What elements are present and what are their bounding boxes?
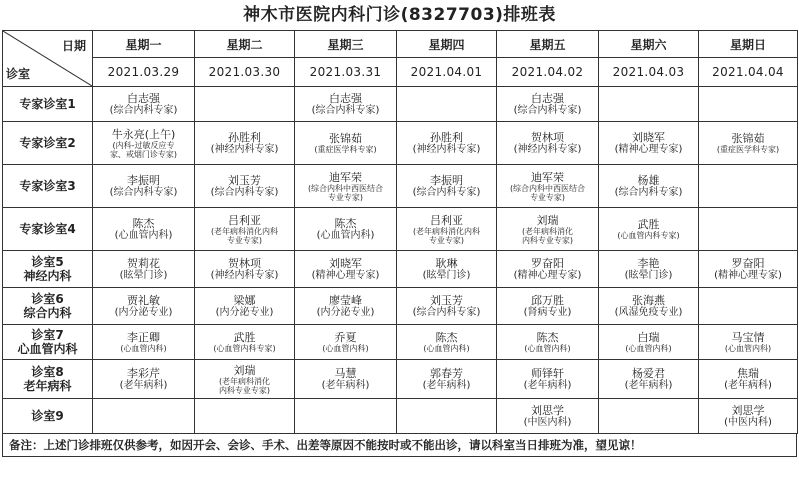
schedule-cell — [497, 251, 599, 288]
doctor-name: 牛永亮(上午) — [111, 127, 176, 141]
doctor-specialty: (神经内科专家) — [513, 144, 582, 155]
doctor-specialty: (老年病科) — [523, 380, 572, 391]
doctor-specialty: (综合内科中西医结合 — [509, 183, 586, 193]
room-label: 诊室6 — [31, 292, 64, 306]
doctor-specialty: 内科专业专家) — [521, 235, 574, 245]
room-label: 诊室9 — [31, 409, 64, 423]
doctor-specialty: (老年病科) — [321, 380, 370, 391]
doctor-name: 杨雄 — [637, 174, 660, 187]
doctor-name: 刘思学 — [731, 404, 765, 417]
doctor-specialty: (心血管内科) — [316, 230, 375, 241]
schedule-cell — [497, 325, 599, 360]
doctor-specialty: (心血管内科) — [625, 344, 672, 353]
doctor-specialty: (内分泌专业) — [114, 307, 173, 318]
schedule-cell — [497, 122, 599, 165]
schedule-cell — [397, 122, 497, 165]
schedule-cell — [699, 325, 798, 360]
room-label: 诊室7 — [31, 328, 64, 342]
doctor-name: 杨爱君 — [632, 367, 665, 380]
schedule-cell — [397, 325, 497, 360]
doctor-name: 乔夏 — [334, 331, 357, 344]
doctor-specialty: (综合内科专家) — [109, 105, 178, 116]
doctor-name: 陈杰 — [435, 331, 458, 344]
doctor-specialty: (综合内科专家) — [412, 187, 481, 198]
date-cell: 2021.04.01 — [397, 58, 497, 87]
schedule-row — [3, 399, 798, 434]
doctor-name: 吕利亚 — [228, 213, 261, 227]
schedule-cell — [295, 360, 397, 399]
doctor-specialty: (风湿免疫专业) — [614, 307, 683, 318]
schedule-cell — [397, 360, 497, 399]
doctor-name: 贺林项 — [228, 257, 261, 270]
schedule-cell — [599, 165, 699, 208]
doctor-specialty: (老年病科) — [724, 380, 772, 391]
doctor-name: 梁娜 — [233, 294, 256, 307]
doctor-specialty: (中医内科) — [724, 417, 772, 428]
schedule-cell — [599, 122, 699, 165]
room-header — [3, 360, 93, 399]
doctor-specialty: (老年病科消化 — [521, 226, 574, 236]
schedule-cell — [93, 399, 195, 434]
doctor-name: 张锦茹 — [731, 132, 765, 145]
room-label: 心血管内科 — [17, 342, 78, 356]
doctor-specialty: (老年病科消化内科 — [210, 226, 279, 236]
schedule-cell — [397, 399, 497, 434]
schedule-row — [3, 360, 798, 399]
schedule-cell — [93, 251, 195, 288]
doctor-specialty: 专业专家) — [327, 192, 364, 202]
schedule-row — [3, 251, 798, 288]
schedule-cell — [295, 288, 397, 325]
schedule-cell — [195, 360, 295, 399]
room-header — [3, 122, 93, 165]
room-header — [3, 87, 93, 122]
schedule-cell — [599, 325, 699, 360]
schedule-cell — [397, 208, 497, 251]
doctor-name: 陈杰 — [132, 217, 155, 230]
schedule-cell — [397, 288, 497, 325]
schedule-cell — [497, 288, 599, 325]
doctor-specialty: (中医内科) — [523, 417, 572, 428]
doctor-name: 白志强 — [531, 92, 564, 105]
schedule-cell — [599, 288, 699, 325]
schedule-cell — [295, 208, 397, 251]
doctor-name: 张海燕 — [632, 294, 665, 307]
room-header — [3, 288, 93, 325]
doctor-specialty: (眩晕门诊) — [119, 270, 168, 281]
schedule-table — [2, 30, 798, 434]
schedule-cell — [497, 87, 599, 122]
page-title: 神木市医院内科门诊(8327703)排班表 — [243, 5, 556, 25]
room-header — [3, 325, 93, 360]
schedule-cell — [295, 399, 397, 434]
room-label: 专家诊室3 — [19, 179, 76, 193]
date-cell: 2021.03.29 — [93, 58, 195, 87]
schedule-cell — [497, 208, 599, 251]
corner-room-label: 诊室 — [6, 67, 31, 81]
room-label: 专家诊室2 — [19, 136, 76, 150]
day-header: 星期四 — [397, 31, 497, 58]
doctor-name: 李艳 — [637, 257, 660, 270]
day-header: 星期三 — [295, 31, 397, 58]
doctor-name: 孙胜利 — [228, 131, 261, 144]
schedule-cell — [497, 360, 599, 399]
schedule-cell — [295, 325, 397, 360]
date-cell: 2021.04.02 — [497, 58, 599, 87]
doctor-specialty: (综合内科专家) — [109, 187, 178, 198]
schedule-row — [3, 325, 798, 360]
schedule-cell — [93, 165, 195, 208]
schedule-cell — [699, 288, 798, 325]
doctor-specialty: (综合内科专家) — [614, 187, 683, 198]
doctor-name: 武胜 — [637, 218, 660, 231]
doctor-name: 刘瑞 — [233, 363, 256, 377]
schedule-cell — [599, 87, 699, 122]
doctor-name: 刘瑞 — [536, 213, 559, 227]
doctor-specialty: (老年病科消化 — [218, 376, 271, 386]
room-header — [3, 165, 93, 208]
schedule-body — [3, 87, 798, 434]
doctor-specialty: (精神心理专家) — [714, 270, 782, 281]
schedule-cell — [195, 87, 295, 122]
schedule-cell — [599, 251, 699, 288]
doctor-specialty: (重症医学科专家) — [716, 145, 780, 154]
doctor-specialty: (综合内科专家) — [311, 105, 380, 116]
doctor-name: 白瑞 — [637, 331, 660, 344]
footnote: 备注：上述门诊排班仅供参考，如因开会、会诊、手术、出差等原因不能按时或不能出诊，请以科室当日排班为准，望见谅！ — [2, 434, 797, 457]
schedule-cell — [699, 399, 798, 434]
doctor-name: 刘玉芳 — [228, 174, 261, 187]
schedule-cell — [599, 399, 699, 434]
doctor-name: 刘思学 — [531, 404, 564, 417]
doctor-specialty: (内分泌专业) — [215, 307, 274, 318]
date-cell: 2021.03.31 — [295, 58, 397, 87]
doctor-name: 孙胜利 — [430, 131, 463, 144]
room-label: 诊室8 — [31, 365, 64, 379]
schedule-cell — [93, 360, 195, 399]
doctor-name: 郭春芳 — [430, 367, 463, 380]
schedule-cell — [93, 87, 195, 122]
schedule-cell — [497, 399, 599, 434]
date-cell: 2021.04.04 — [699, 58, 798, 87]
doctor-specialty: (综合内科专家) — [513, 105, 582, 116]
doctor-name: 马慧 — [334, 367, 357, 380]
doctor-specialty: 专业专家) — [428, 235, 465, 245]
doctor-specialty: (老年病科) — [624, 380, 673, 391]
doctor-specialty: (心血管内科) — [120, 344, 167, 353]
schedule-cell — [699, 87, 798, 122]
room-header — [3, 399, 93, 434]
schedule-cell — [699, 360, 798, 399]
doctor-specialty: (神经内科专家) — [412, 144, 481, 155]
doctor-specialty: (老年病科) — [422, 380, 471, 391]
doctor-specialty: (老年病科) — [119, 380, 168, 391]
doctor-specialty: (肾病专业) — [523, 307, 572, 318]
doctor-specialty: (重症医学科专家) — [314, 145, 377, 154]
schedule-cell — [93, 122, 195, 165]
doctor-specialty: (神经内科专家) — [210, 144, 279, 155]
doctor-name: 陈杰 — [536, 331, 559, 344]
day-header: 星期五 — [497, 31, 599, 58]
doctor-specialty: (老年病科消化内科 — [412, 226, 481, 236]
doctor-specialty: 内科专业专家) — [218, 385, 271, 395]
schedule-cell — [195, 122, 295, 165]
schedule-cell — [397, 251, 497, 288]
doctor-name: 陈杰 — [334, 217, 357, 230]
schedule-cell — [295, 165, 397, 208]
doctor-name: 马宝情 — [731, 331, 765, 344]
date-cell: 2021.04.03 — [599, 58, 699, 87]
doctor-name: 李振明 — [430, 174, 463, 187]
schedule-cell — [699, 208, 798, 251]
schedule-row — [3, 288, 798, 325]
schedule-cell — [93, 325, 195, 360]
doctor-specialty: (心血管内科) — [322, 344, 369, 353]
doctor-specialty: 家、戒烟门诊专家) — [109, 149, 178, 159]
schedule-cell — [699, 251, 798, 288]
doctor-specialty: (心血管内科) — [114, 230, 173, 241]
schedule-cell — [93, 208, 195, 251]
schedule-row — [3, 87, 798, 122]
doctor-specialty: (综合内科专家) — [210, 187, 279, 198]
doctor-name: 贾礼敏 — [127, 294, 160, 307]
room-label: 专家诊室4 — [19, 222, 76, 236]
doctor-name: 贺莉花 — [127, 257, 160, 270]
schedule-row — [3, 122, 798, 165]
corner-date-label: 日期 — [61, 39, 86, 53]
doctor-name: 吕利亚 — [430, 213, 463, 227]
room-label: 老年病科 — [23, 379, 72, 393]
doctor-name: 贺林项 — [531, 131, 564, 144]
room-label: 神经内科 — [23, 269, 72, 283]
doctor-specialty: (眩晕门诊) — [624, 270, 673, 281]
doctor-specialty: 专业专家) — [226, 235, 263, 245]
doctor-name: 师铎轩 — [531, 367, 564, 380]
doctor-name: 廖莹峰 — [329, 294, 362, 307]
doctor-specialty: 专业专家) — [529, 192, 566, 202]
doctor-specialty: (综合内科中西医结合 — [307, 183, 384, 193]
schedule-cell — [295, 87, 397, 122]
day-header: 星期一 — [93, 31, 195, 58]
schedule-cell — [195, 165, 295, 208]
doctor-name: 刘玉芳 — [430, 294, 463, 307]
day-header: 星期二 — [195, 31, 295, 58]
doctor-name: 迪军荣 — [329, 170, 362, 184]
doctor-specialty: (心血管内科) — [724, 344, 772, 353]
doctor-specialty: (精神心理专家) — [513, 270, 582, 281]
doctor-name: 白志强 — [127, 92, 160, 105]
schedule-row — [3, 165, 798, 208]
schedule-cell — [397, 165, 497, 208]
doctor-specialty: (心血管内科) — [524, 344, 571, 353]
day-header: 星期日 — [699, 31, 798, 58]
doctor-name: 李彩芹 — [127, 367, 160, 380]
doctor-name: 李正卿 — [127, 331, 160, 344]
doctor-name: 白志强 — [329, 92, 362, 105]
schedule-cell — [195, 399, 295, 434]
doctor-specialty: (精神心理专家) — [614, 144, 683, 155]
schedule-cell — [295, 122, 397, 165]
room-label: 专家诊室1 — [19, 97, 76, 111]
doctor-name: 刘晓军 — [632, 131, 665, 144]
room-label: 综合内科 — [23, 306, 72, 320]
day-header: 星期六 — [599, 31, 699, 58]
schedule-cell — [195, 325, 295, 360]
room-label: 诊室5 — [31, 255, 64, 269]
schedule-cell — [497, 165, 599, 208]
doctor-specialty: (综合内科专家) — [412, 307, 481, 318]
doctor-name: 迪军荣 — [531, 170, 564, 184]
doctor-specialty: (心血管内科) — [423, 344, 470, 353]
doctor-name: 武胜 — [233, 331, 256, 344]
schedule-cell — [699, 165, 798, 208]
schedule-row — [3, 208, 798, 251]
doctor-specialty: (神经内科专家) — [210, 270, 279, 281]
doctor-name: 罗奋阳 — [731, 257, 765, 270]
date-cell: 2021.03.30 — [195, 58, 295, 87]
doctor-specialty: (心血管内科专家) — [617, 231, 680, 240]
schedule-cell — [599, 360, 699, 399]
doctor-name: 焦瑞 — [737, 367, 759, 380]
room-header — [3, 251, 93, 288]
schedule-cell — [599, 208, 699, 251]
doctor-specialty: (心血管内科专家) — [213, 344, 276, 353]
schedule-cell — [295, 251, 397, 288]
doctor-name: 邱万胜 — [531, 294, 564, 307]
doctor-specialty: (内科-过敏反应专 — [112, 140, 175, 150]
doctor-name: 罗奋阳 — [531, 257, 564, 270]
doctor-specialty: (精神心理专家) — [311, 270, 380, 281]
doctor-name: 刘晓军 — [329, 257, 362, 270]
schedule-cell — [699, 122, 798, 165]
schedule-cell — [195, 251, 295, 288]
schedule-cell — [195, 208, 295, 251]
doctor-specialty: (眩晕门诊) — [422, 270, 471, 281]
doctor-name: 李振明 — [127, 174, 160, 187]
doctor-specialty: (内分泌专业) — [316, 307, 375, 318]
schedule-cell — [397, 87, 497, 122]
doctor-name: 耿琳 — [435, 257, 458, 270]
room-header — [3, 208, 93, 251]
schedule-cell — [93, 288, 195, 325]
doctor-name: 张锦茹 — [329, 132, 362, 145]
schedule-cell — [195, 288, 295, 325]
header-corner — [3, 31, 93, 87]
